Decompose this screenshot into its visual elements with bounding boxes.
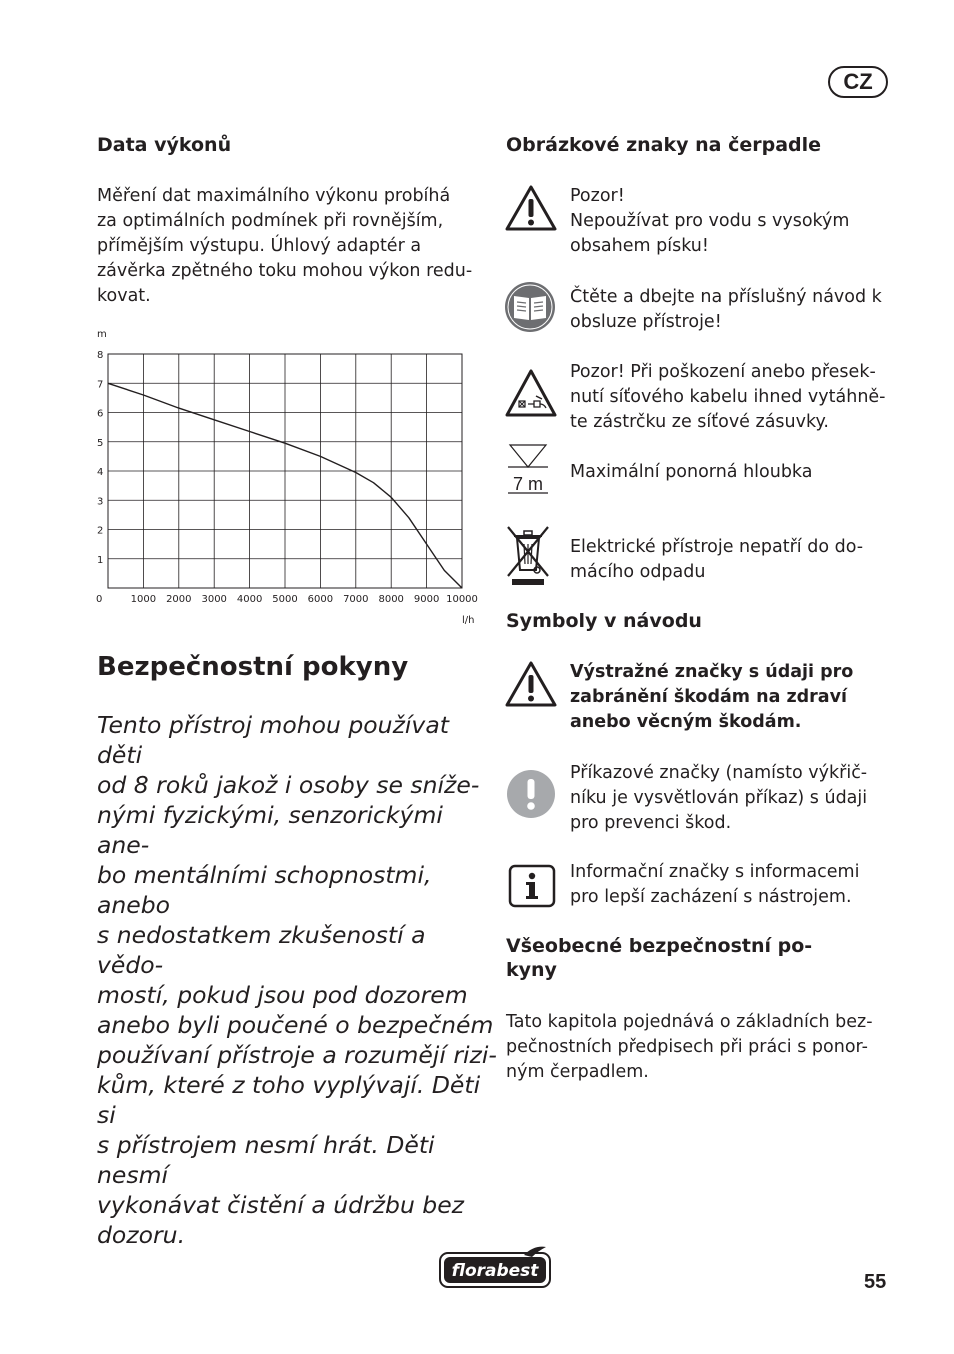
safety-heading: Bezpečnostní pokyny (97, 652, 409, 682)
warning-triangle-icon (504, 660, 558, 708)
manual-symbol-text-warning: Výstražné značky s údaji pro zabránění škodám na zdraví anebo věcným škodám. (570, 662, 854, 732)
manual-symbol-text-info: Informační značky s informacemi pro lepší zacházení s nástrojem. (570, 862, 860, 907)
chart-x-ticks (96, 594, 478, 605)
pump-symbol-text-depth: Maximální ponorná hloubka (570, 462, 813, 482)
page-number: 55 (864, 1271, 887, 1293)
pump-symbol-text-sand: Pozor! Nepoužívat pro vodu s vysokým obsahem písku! (570, 186, 850, 256)
pump-symbols-heading: Obrázkové znaky na čerpadle (506, 134, 822, 156)
chart-x-axis-label: l/h (462, 615, 475, 626)
exclamation-circle-icon (506, 769, 556, 819)
pump-symbol-text-cable: Pozor! Při poškození anebo přesek- nutí síťového kabelu ihned vytáhně- te zástrčku ze síťové zásuvky. (570, 362, 886, 432)
warning-triangle-icon (504, 184, 558, 232)
weee-bin-icon (504, 524, 552, 586)
chart-x-tick-label: 4000 (236, 594, 263, 605)
chart-x-tick-label: 5000 (272, 594, 298, 605)
chart-x-tick-label: 1000 (130, 594, 157, 605)
chart-y-tick-label: 7 (97, 379, 104, 391)
chart-x-tick-label: 9000 (413, 594, 440, 605)
chart-x-tick-label: 10000 (446, 594, 478, 605)
chart-x-tick-label: 2000 (166, 594, 192, 605)
chart-x-tick-label: 6000 (307, 594, 334, 605)
language-badge: CZ (828, 66, 888, 98)
unplug-warning-icon (504, 368, 558, 418)
general-safety-text: Tato kapitola pojednává o základních bez- pečnostních předpisech při práci s ponor- ným čerpadlem. (506, 1012, 873, 1082)
performance-chart (88, 322, 488, 630)
info-icon (508, 864, 556, 908)
chart-x-tick-label: 8000 (378, 594, 404, 605)
read-manual-icon (504, 281, 556, 333)
pump-symbol-text-manual: Čtěte a dbejte na příslušný návod k obsluze přístroje! (570, 287, 882, 332)
chart-y-tick-label: 6 (97, 408, 104, 420)
chart-y-tick-label: 2 (97, 525, 104, 537)
general-safety-heading: Všeobecné bezpečnostní po- kyny (506, 935, 813, 981)
chart-x-tick-label: 7000 (343, 594, 369, 605)
performance-heading: Data výkonů (97, 134, 232, 156)
chart-x-tick-label: 3000 (201, 594, 227, 605)
max-depth-label: 7 m (512, 474, 544, 494)
chart-grid (108, 354, 462, 588)
chart-y-tick-label: 1 (97, 554, 104, 566)
chart-y-tick-label: 8 (97, 350, 104, 361)
pump-symbol-text-waste: Elektrické přístroje nepatří do do- mácího odpadu (570, 537, 864, 582)
chart-y-tick-label: 3 (97, 496, 104, 508)
chart-y-tick-label: 4 (97, 467, 104, 478)
performance-text: Měření dat maximálního výkonu probíhá za optimálních podmínek při rovnějším, přímějším výstupu. Úhlový adaptér a závěrka zpětného toku mohou výkon redu- kovat. (97, 186, 473, 306)
manual-symbols-heading: Symboly v návodu (506, 610, 702, 632)
brand-logo (438, 1245, 552, 1289)
safety-text: Tento přístroj mohou používat děti od 8 roků jakož i osoby se sníže- nými fyzickými, senzorickými ane- bo mentálními schopnostmi, anebo s nedostatkem zkušeností a vědo- mostí, pokud jsou pod dozorem anebo byli poučené o bezpečném používaní přístroje a rozumějí rizi- kům, které z toho vyplývají. Děti si s přístrojem nesmí hrát. Děti nesmí vykonávat čistění a údržbu bez dozoru. (97, 711, 497, 1249)
chart-y-ticks (97, 350, 103, 566)
chart-y-axis-label: m (97, 329, 107, 340)
chart-x-tick-label: 0 (96, 594, 103, 605)
max-depth-icon (506, 443, 550, 495)
chart-y-tick-label: 5 (97, 437, 104, 449)
brand-name: florabest (451, 1261, 539, 1281)
manual-symbol-text-mandatory: Příkazové značky (namísto výkřič- níku je vysvětlován příkaz) s údaji pro prevenci škod. (570, 763, 868, 833)
